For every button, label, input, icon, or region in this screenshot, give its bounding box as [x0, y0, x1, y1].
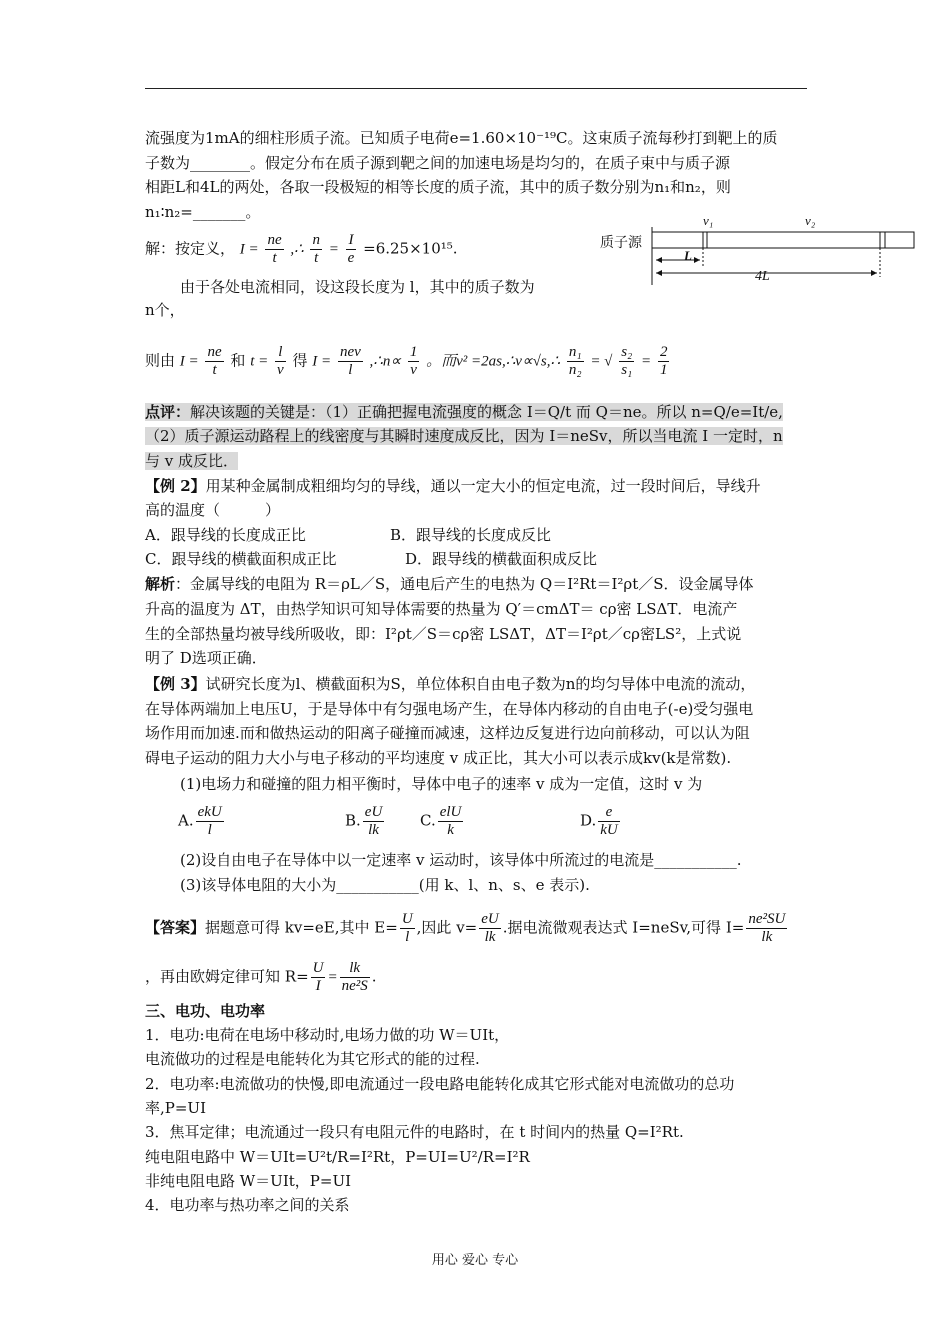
option-d: D．跟导线的横截面积成反比: [405, 550, 598, 568]
text-line: 明了 D选项正确．: [145, 649, 267, 667]
text-line: 4．电功率与热功率之间的关系: [145, 1196, 350, 1214]
solution-prefix: 解：按定义，: [145, 239, 236, 258]
text-line: 升高的温度为 ΔT，由热学知识可知导体需要的热量为 Q′＝cmΔT＝ cρ密 LSΔT．电流产: [145, 600, 738, 618]
answer-text: .据电流微观表达式 I=neSv,可得 I=: [502, 918, 745, 937]
text-line: 高的温度（ ）: [145, 501, 281, 519]
option-label: B.: [345, 811, 361, 830]
connector-text: ,∴n∝: [369, 353, 402, 370]
text-line: 子数为________。假定分布在质子源到靶之间的加速电场是均匀的，在质子束中与质子源: [145, 154, 731, 172]
answer-text: ,因此 v=: [416, 918, 478, 937]
comment-label: 点评：: [145, 403, 191, 421]
answer-line: ，再由欧姆定律可知 R= $\frac{U}{I}$ = $\frac{lk}{\text{ne²S}}$ .: [145, 960, 377, 994]
text-line: 2．电功率:电流做功的快慢,即电流通过一段电路电能转化成其它形式能对电流做功的总功: [145, 1075, 735, 1093]
comment-text: 与 v 成反比．: [145, 452, 239, 470]
comment-text: （2）质子源运动路程上的线密度与其瞬时速度成反比，因为 I＝neSv，所以当电流 I 一定时，n: [145, 427, 783, 445]
text-line: n₁∶n₂=_______。: [145, 203, 261, 221]
example-3: [145, 673, 755, 695]
v1-label: v₁: [703, 213, 714, 228]
connector-text: 。而v² =2as,∴v∝√s,∴: [426, 353, 561, 370]
fraction: $\frac{U}{I}$: [312, 960, 324, 994]
header-rule: [145, 88, 807, 89]
solution-prefix: 则由: [145, 351, 176, 370]
comment-text: 解决该题的关键是：（1）正确把握电流强度的概念 I＝Q/t 而 Q＝ne。所以 n=Q/e=It/e,: [190, 403, 783, 421]
q1-option-d: [580, 804, 622, 839]
option-a: A．跟导线的长度成正比: [145, 526, 306, 544]
analysis-text: ：金属导线的电阻为 R＝ρL／S，通电后产生的电热为 Q＝I²Rt＝I²ρt／S．设金属导体: [175, 575, 754, 593]
text-line: 电流做功的过程是电能转化为其它形式的能的过程.: [145, 1050, 480, 1068]
fraction: $\frac{1}{v}$: [409, 344, 418, 378]
connector-text: 得: [292, 351, 308, 370]
fraction: $\frac{ne}{t}$: [267, 232, 282, 266]
text-line: 非纯电阻电路 W＝UIt，P=UI: [145, 1172, 352, 1190]
section-heading: 三、电功、电功率: [145, 1002, 266, 1020]
text-line: 场作用而加速.而和做热运动的阳离子碰撞而减速，这样边反复进行边向前移动，可以认为阻: [145, 724, 750, 742]
text-line: 相距L和4L的两处，各取一段极短的相等长度的质子流，其中的质子数分别为n₁和n₂，则: [145, 178, 731, 196]
option-b: B．跟导线的长度成反比: [390, 526, 552, 544]
answer-line: [145, 911, 789, 946]
connector-text: 和: [230, 351, 246, 370]
example-2: [145, 475, 761, 497]
answer-text: 据题意可得 kv=eE,其中 E=: [205, 918, 398, 937]
proton-source-label: 质子源: [600, 235, 642, 251]
text-line: 3．焦耳定律；电流通过一段只有电阻元件的电路时，在 t 时间内的热量 Q=I²Rt.: [145, 1123, 684, 1141]
text-line: 生的全部热量均被导线所吸收，即：I²ρt／S＝cρ密 LSΔT，ΔT＝I²ρt／cρ密LS²，上式说: [145, 625, 742, 643]
text-line: 率,P=UI: [145, 1099, 206, 1117]
L-label: L: [684, 248, 692, 263]
fraction: $\frac{ne}{t}$: [207, 344, 222, 378]
solution-result: =6.25×10¹⁵.: [363, 239, 458, 258]
text-line: n个，: [145, 301, 185, 319]
option-label: D.: [580, 811, 597, 830]
example-text: 试研究长度为l、横截面积为S，单位体积自由电子数为n的均匀导体中电流的流动，: [205, 675, 756, 693]
comment-line: [145, 425, 783, 447]
example-label: 【例 3】: [145, 675, 206, 693]
fraction: $\frac{lk}{\text{ne²S}}$: [341, 960, 368, 994]
answer-text: .: [371, 967, 377, 986]
fraction: $\frac{e}{kU}$: [600, 804, 618, 838]
q1-option-a: [178, 804, 226, 839]
fraction: $\frac{I}{e}$: [347, 232, 355, 266]
text-line: 纯电阻电路中 W＝UIt=U²t/R=I²Rt，P=UI=U²/R=I²R: [145, 1148, 530, 1166]
q1-option-b: [345, 804, 386, 839]
fraction: $\frac{U}{l}$: [401, 911, 413, 945]
text-line: 在导体两端加上电压U，于是导体中有匀强电场产生，在导体内移动的自由电子(-e)受匀强电: [145, 700, 754, 718]
fraction: $\frac{\text{ekU}}{l}$: [197, 804, 222, 838]
text-line: 由于各处电流相同，设这段长度为 l，其中的质子数为: [180, 278, 535, 296]
text-line: 碍电子运动的阻力大小与电子移动的平均速度 v 成正比，其大小可以表示成kv(k是常数).: [145, 749, 732, 767]
page-footer: 用心 爱心 专心: [431, 1253, 519, 1268]
text-line: 1．电功:电荷在电场中移动时,电场力做的功 W＝UIt，: [145, 1026, 510, 1044]
answer-text: ，再由欧姆定律可知 R=: [145, 967, 309, 986]
v2-label: v₂: [805, 213, 816, 228]
4L-label: 4L: [755, 269, 770, 284]
fraction: $\frac{eU}{lk}$: [364, 804, 383, 838]
q1-option-c: [420, 804, 465, 839]
fraction: $\frac{n}{t}$: [312, 232, 320, 266]
fraction: $\frac{eU}{lk}$: [481, 911, 499, 945]
comment-line: [145, 401, 783, 423]
option-c: C．跟导线的横截面积成正比: [145, 550, 337, 568]
fraction: $\frac{\text{elU}}{k}$: [439, 804, 462, 838]
question-1: (1)电场力和碰撞的阻力相平衡时，导体中电子的速率 v 成为一定值，这时 v 为: [180, 775, 703, 793]
solution-line: 则由 I = $\frac{ne}{t}$ 和 t = $\frac{l}{v}$ 得 I = $\frac{\text{nev}}{l}$ ,∴n∝ $\frac{1}{v}$ 。而v² =2as,∴v∝√s,∴ $\frac{\text{n₁}}{\text{n₂}}$ = √ $\frac{\text{s₂}}{\text{s₁}}$ = $\frac{2}{1}$: [145, 344, 668, 378]
fraction: $\frac{2}{1}$: [659, 344, 668, 378]
fraction: $\frac{l}{v}$: [277, 344, 284, 378]
option-label: A.: [178, 811, 194, 830]
example-label: 【例 2】: [145, 477, 206, 495]
fraction: $\frac{\text{ne²SU}}{lk}$: [748, 911, 786, 945]
question-3: (3)该导体电阻的大小为___________(用 k、l、n、s、e 表示).: [180, 876, 590, 894]
solution-line: 解：按定义， I = $\frac{ne}{t}$ ,∴ $\frac{n}{t}$ = $\frac{I}{e}$ =6.25×10¹⁵.: [145, 232, 458, 266]
answer-label: 【答案】: [145, 918, 206, 937]
example-text: 用某种金属制成粗细均匀的导线，通以一定大小的恒定电流，过一段时间后，导线升: [205, 477, 761, 495]
fraction: $\frac{\text{s₂}}{\text{s₁}}$: [621, 344, 633, 378]
analysis-label: 解析: [145, 575, 176, 593]
fraction: $\frac{\text{nev}}{l}$: [339, 344, 361, 378]
question-2: (2)设自由电子在导体中以一定速率 v 运动时，该导体中所流过的电流是___________.: [180, 851, 742, 869]
fraction: $\frac{\text{n₁}}{\text{n₂}}$: [568, 344, 582, 378]
formula: I =: [239, 241, 259, 258]
text-line: 流强度为1mA的细柱形质子流。已知质子电荷e=1.60×10⁻¹⁹C。这束质子流每秒打到靶上的质: [145, 129, 778, 147]
comment-line: [145, 450, 238, 472]
formula: ,∴: [290, 241, 304, 258]
analysis-line: [145, 573, 754, 595]
option-label: C.: [420, 811, 436, 830]
proton-diagram: [600, 215, 920, 290]
